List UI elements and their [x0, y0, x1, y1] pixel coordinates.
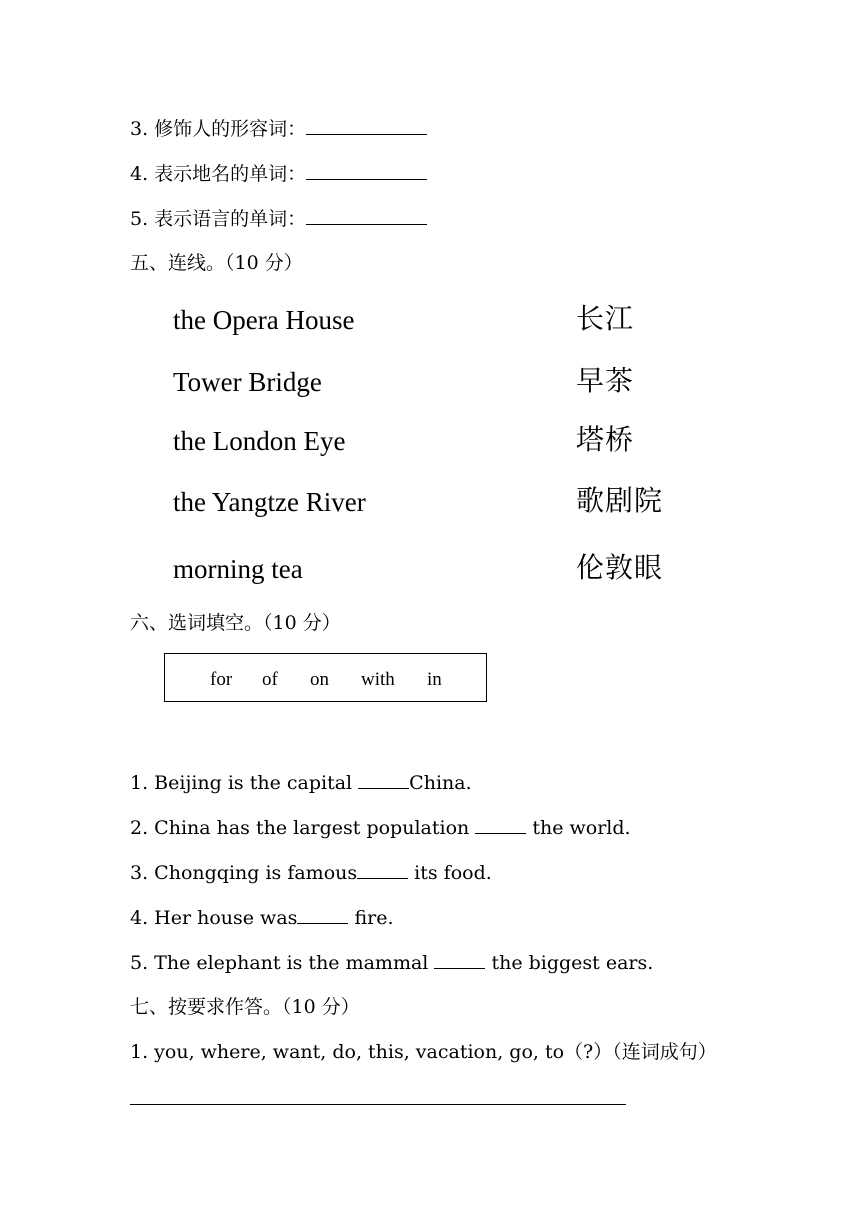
match-left-item[interactable]: the Opera House	[173, 305, 355, 335]
word-bank-word: of	[262, 669, 278, 690]
match-left-item[interactable]: morning tea	[173, 554, 303, 584]
answer-blank[interactable]	[306, 116, 427, 135]
item-text: 4. Her house was	[130, 907, 298, 929]
item-text: the biggest ears.	[485, 952, 654, 974]
match-left-item[interactable]: the London Eye	[173, 426, 346, 456]
item-text: 3. Chongqing is famous	[130, 862, 358, 884]
answer-blank[interactable]	[297, 905, 348, 924]
answer-blank[interactable]	[434, 950, 485, 969]
item-text: China.	[409, 772, 472, 794]
word-bank-word: in	[427, 669, 442, 690]
fill-item-3	[130, 860, 492, 885]
item-text: 5. 表示语言的单词：	[130, 208, 307, 230]
section5-heading: 五、连线。（10 分）	[130, 252, 303, 274]
match-right-item[interactable]: 伦敦眼	[576, 551, 664, 584]
answer-blank[interactable]	[475, 815, 526, 834]
section4-item-4	[130, 161, 427, 186]
match-left-item[interactable]: Tower Bridge	[173, 367, 322, 397]
match-right-item[interactable]: 塔桥	[576, 423, 635, 456]
section7-item-1: 1. you, where, want, do, this, vacation, go, to（?）（连词成句）	[130, 1041, 717, 1063]
fill-item-1	[130, 770, 472, 795]
answer-blank[interactable]	[306, 206, 427, 225]
item-text: fire.	[348, 907, 394, 929]
fill-item-2	[130, 815, 631, 840]
answer-blank[interactable]	[358, 770, 409, 789]
answer-blank[interactable]	[357, 860, 408, 879]
item-text: 4. 表示地名的单词：	[130, 163, 307, 185]
item-text: its food.	[408, 862, 492, 884]
item-text: 3. 修饰人的形容词：	[130, 118, 307, 140]
match-right-item[interactable]: 早茶	[576, 364, 635, 397]
answer-line[interactable]	[130, 1104, 626, 1105]
match-right-item[interactable]: 长江	[576, 302, 635, 335]
match-left-item[interactable]: the Yangtze River	[173, 487, 366, 517]
item-text: 2. China has the largest population	[130, 817, 476, 839]
word-bank-word: on	[310, 669, 329, 690]
item-text: 1. Beijing is the capital	[130, 772, 359, 794]
item-text: 5. The elephant is the mammal	[130, 952, 435, 974]
section7-heading: 七、按要求作答。（10 分）	[130, 996, 360, 1018]
fill-item-5	[130, 950, 653, 975]
word-bank-word: for	[210, 669, 233, 690]
fill-item-4	[130, 905, 394, 930]
answer-blank[interactable]	[306, 161, 427, 180]
section4-item-5	[130, 206, 427, 231]
word-bank-word: with	[361, 669, 395, 690]
word-bank-box	[164, 653, 487, 702]
section6-heading: 六、选词填空。（10 分）	[130, 612, 341, 634]
item-text: the world.	[526, 817, 631, 839]
section4-item-3	[130, 116, 427, 141]
match-right-item[interactable]: 歌剧院	[576, 484, 664, 517]
